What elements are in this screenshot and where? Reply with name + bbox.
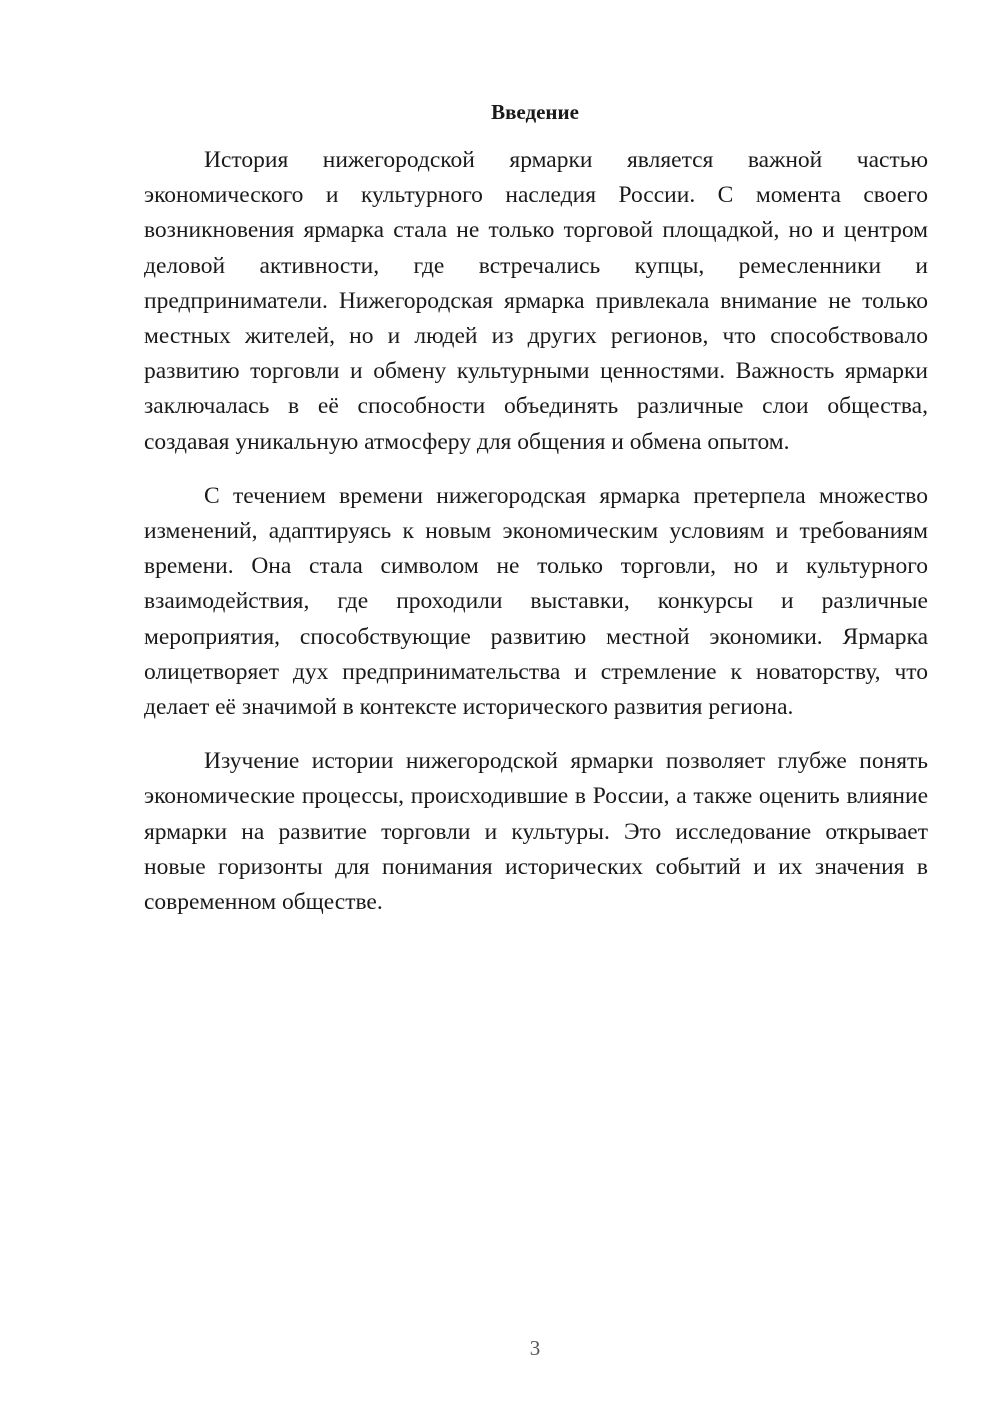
paragraph-1: История нижегородской ярмарки является важной частью экономического и культурного наследия России. С момента своего возникновения ярмарка стала не только торговой площадкой, но и центром деловой активности, где встречались купцы, ремесленники и предприниматели. Нижегородская ярмарка привлекала внимание не только местных жителей, но и людей из других регионов, что способствовало развитию торговли и обмену культурными ценностями. Важность ярмарки заключалась в её способности объединять различные слои общества, создавая уникальную атмосферу для общения и обмена опытом. [144, 147, 928, 455]
paragraph-2: С течением времени нижегородская ярмарка претерпела множество изменений, адаптируясь к новым экономическим условиям и требованиям времени. Она стала символом не только торговли, но и культурного взаимодействия, где проходили выставки, конкурсы и различные мероприятия, способствующие развитию местной экономики. Ярмарка олицетворяет дух предпринимательства и стремление к новаторству, что делает её значимой в контексте исторического развития региона. [144, 482, 928, 721]
section-heading: Введение [491, 100, 579, 124]
body-text [144, 143, 928, 920]
paragraph-3: Изучение истории нижегородской ярмарки позволяет глубже понять экономические процессы, происходившие в России, а также оценить влияние ярмарки на развитие торговли и культуры. Это исследование открывает новые горизонты для понимания исторических событий и их значения в современном обществе. [144, 748, 928, 916]
page-number: 3 [529, 1336, 541, 1360]
